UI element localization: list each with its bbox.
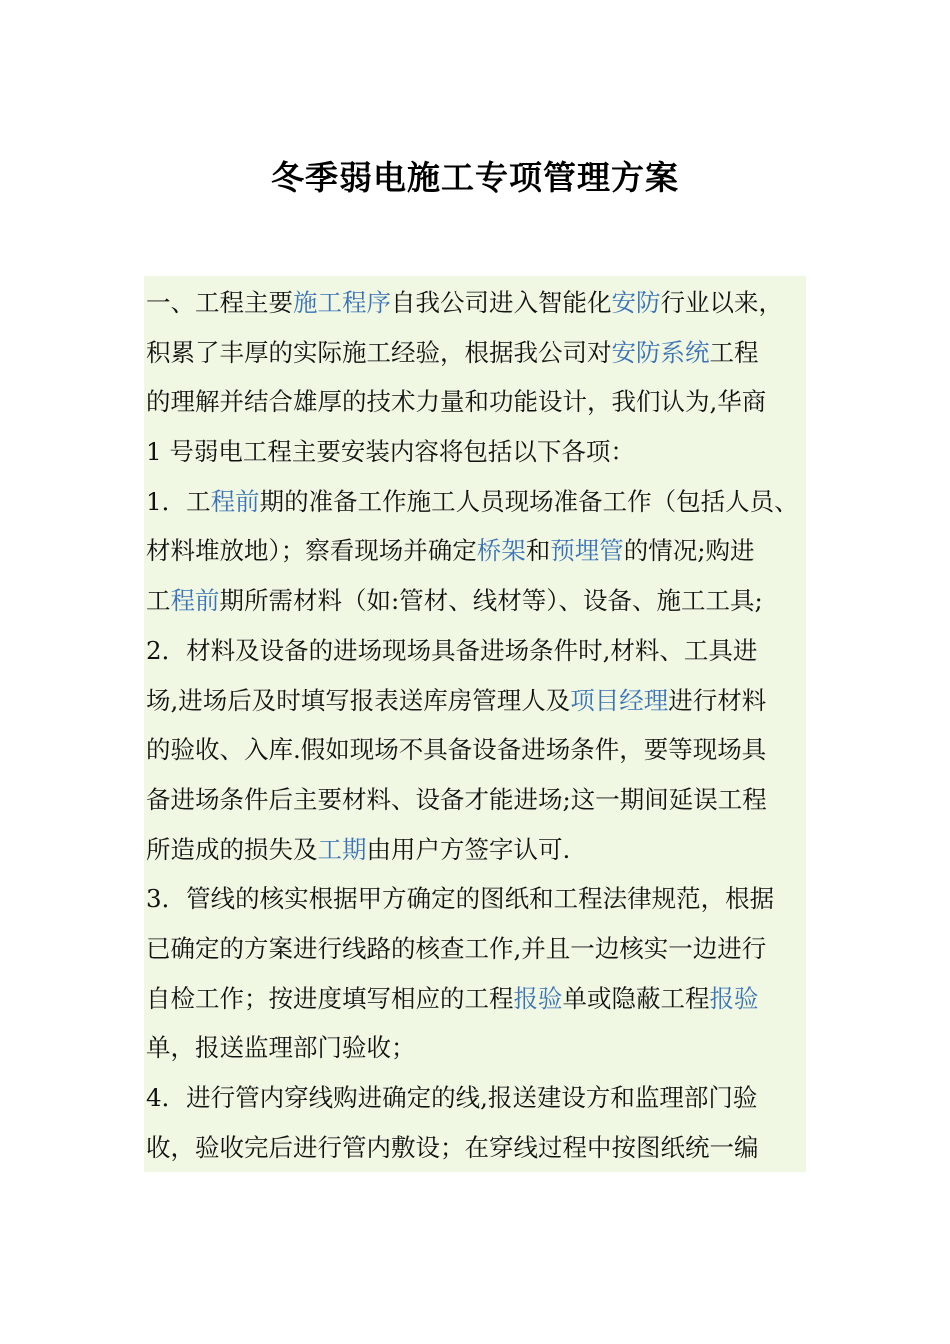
- text-line: [144, 924, 806, 974]
- text-line: [144, 874, 806, 924]
- inline-link[interactable]: 安防系统: [611, 337, 710, 367]
- text-segment: 1 号弱电工程主要安装内容将包括以下各项：: [146, 437, 635, 467]
- text-segment: 1．工: [146, 486, 211, 516]
- inline-link[interactable]: 工期: [317, 834, 367, 864]
- document-title: 冬季弱电施工专项管理方案: [271, 158, 679, 197]
- text-segment: 期的准备工作施工人员现场准备工作（包括人员、: [259, 486, 799, 516]
- text-line: [144, 1023, 806, 1073]
- text-segment: 3．管线的核实根据甲方确定的图纸和工程法律规范，根据: [146, 884, 775, 914]
- text-segment: 已确定的方案进行线路的核查工作,并且一边核实一边进行: [146, 933, 767, 963]
- text-line: [144, 328, 806, 378]
- text-segment: 工: [146, 586, 171, 616]
- inline-link[interactable]: 桥架: [476, 536, 526, 566]
- text-line: [144, 477, 806, 527]
- text-line: [144, 974, 806, 1024]
- text-segment: 的验收、入库.假如现场不具备设备进场条件，要等现场具: [146, 735, 767, 765]
- inline-link[interactable]: 程前: [170, 586, 220, 616]
- text-segment: 工程: [709, 337, 759, 367]
- text-line: [144, 377, 806, 427]
- text-segment: 期所需材料（如:管材、线材等）、设备、施工工具;: [219, 586, 763, 616]
- text-segment: 自我公司进入智能化: [391, 288, 612, 317]
- inline-link[interactable]: 报验: [709, 983, 759, 1013]
- text-segment: 材料堆放地）；察看现场并确定: [146, 536, 477, 566]
- text-segment: 2．材料及设备的进场现场具备进场条件时,材料、工具进: [146, 635, 758, 665]
- text-segment: 行业以来，: [660, 288, 783, 317]
- inline-link[interactable]: 项目经理: [570, 685, 669, 715]
- text-line: [144, 427, 806, 477]
- inline-link[interactable]: 安防: [611, 288, 661, 317]
- text-line: [144, 775, 806, 825]
- text-line: [144, 626, 806, 676]
- text-segment: 进行材料: [668, 685, 767, 715]
- inline-link[interactable]: 程前: [210, 486, 260, 516]
- text-line: [144, 526, 806, 576]
- text-segment: 单，报送监理部门验收；: [146, 1033, 416, 1063]
- text-line: [144, 1073, 806, 1123]
- inline-link[interactable]: 施工程序: [293, 288, 391, 317]
- text-line: [144, 1123, 806, 1172]
- text-segment: 4．进行管内穿线购进确定的线,报送建设方和监理部门验: [146, 1083, 758, 1112]
- text-segment: 的情况;购进: [623, 536, 755, 566]
- inline-link[interactable]: 报验: [513, 983, 563, 1013]
- text-segment: 由用户方签字认可.: [366, 834, 571, 864]
- inline-link[interactable]: 预埋管: [550, 536, 624, 566]
- text-segment: 场,进场后及时填写报表送库房管理人及: [146, 685, 571, 715]
- text-line: [144, 825, 806, 875]
- text-segment: 单或隐蔽工程: [562, 983, 710, 1013]
- text-segment: 积累了丰厚的实际施工经验，根据我公司对: [146, 337, 612, 367]
- text-line: [144, 278, 806, 328]
- text-segment: 一、工程主要: [146, 288, 293, 317]
- text-line: [144, 725, 806, 775]
- text-segment: 和: [525, 536, 551, 566]
- text-segment: 的理解并结合雄厚的技术力量和功能设计，我们认为,华商: [146, 387, 767, 417]
- text-segment: 自检工作；按进度填写相应的工程: [146, 983, 514, 1013]
- text-line: [144, 676, 806, 726]
- document-body: [144, 276, 806, 1172]
- text-segment: 所造成的损失及: [146, 834, 318, 864]
- text-segment: 备进场条件后主要材料、设备才能进场;这一期间延误工程: [146, 784, 767, 814]
- text-line: [144, 576, 806, 626]
- text-segment: 收，验收完后进行管内敷设；在穿线过程中按图纸统一编: [146, 1132, 759, 1162]
